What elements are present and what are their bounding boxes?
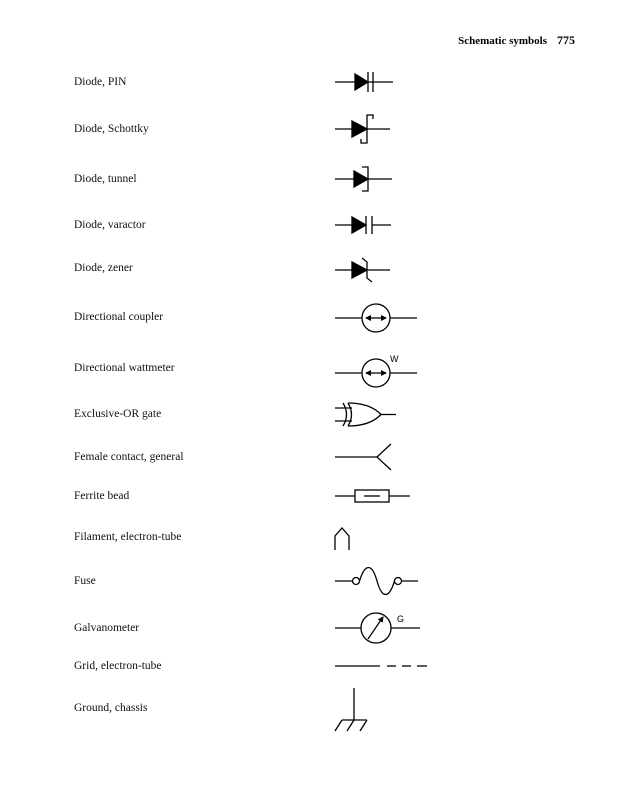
diode-tunnel-icon: [335, 167, 392, 191]
ground-chassis-icon: [335, 688, 367, 731]
entry-label-diode-varactor: Diode, varactor: [74, 219, 146, 231]
diode-schottky-icon: [335, 115, 390, 143]
entry-label-ferrite-bead: Ferrite bead: [74, 490, 130, 502]
entry-label-diode-schottky: Diode, Schottky: [74, 123, 149, 135]
galvanometer-icon: [335, 613, 420, 643]
entry-label-xor-gate: Exclusive-OR gate: [74, 408, 162, 420]
ferrite-bead-icon: [335, 490, 410, 502]
section-title: Schematic symbols: [458, 35, 547, 47]
diode-pin-icon: [335, 72, 393, 92]
filament-icon: [335, 528, 349, 550]
page-number: 775: [557, 33, 575, 47]
xor-gate-icon: [335, 403, 396, 426]
entry-label-filament: Filament, electron-tube: [74, 531, 182, 543]
entry-label-fuse: Fuse: [74, 575, 96, 587]
entry-label-grid: Grid, electron-tube: [74, 660, 162, 672]
fuse-icon: [335, 568, 418, 595]
entry-label-ground-chassis: Ground, chassis: [74, 702, 148, 714]
entry-label-female-contact: Female contact, general: [74, 451, 184, 463]
female-contact-icon: [335, 444, 391, 470]
entry-label-diode-zener: Diode, zener: [74, 262, 133, 274]
entry-label-directional-coupler: Directional coupler: [74, 311, 164, 323]
wattmeter-symbol-letter: W: [390, 354, 399, 364]
galvanometer-symbol-letter: G: [397, 614, 405, 624]
entry-label-diode-tunnel: Diode, tunnel: [74, 173, 137, 185]
diode-varactor-icon: [335, 216, 391, 234]
entry-label-directional-wattmeter: Directional wattmeter: [74, 362, 175, 374]
directional-wattmeter-icon: [335, 354, 417, 387]
entry-label-diode-pin: Diode, PIN: [74, 76, 127, 88]
entry-label-galvanometer: Galvanometer: [74, 622, 140, 634]
diode-zener-icon: [335, 258, 390, 282]
directional-coupler-icon: [335, 304, 417, 332]
